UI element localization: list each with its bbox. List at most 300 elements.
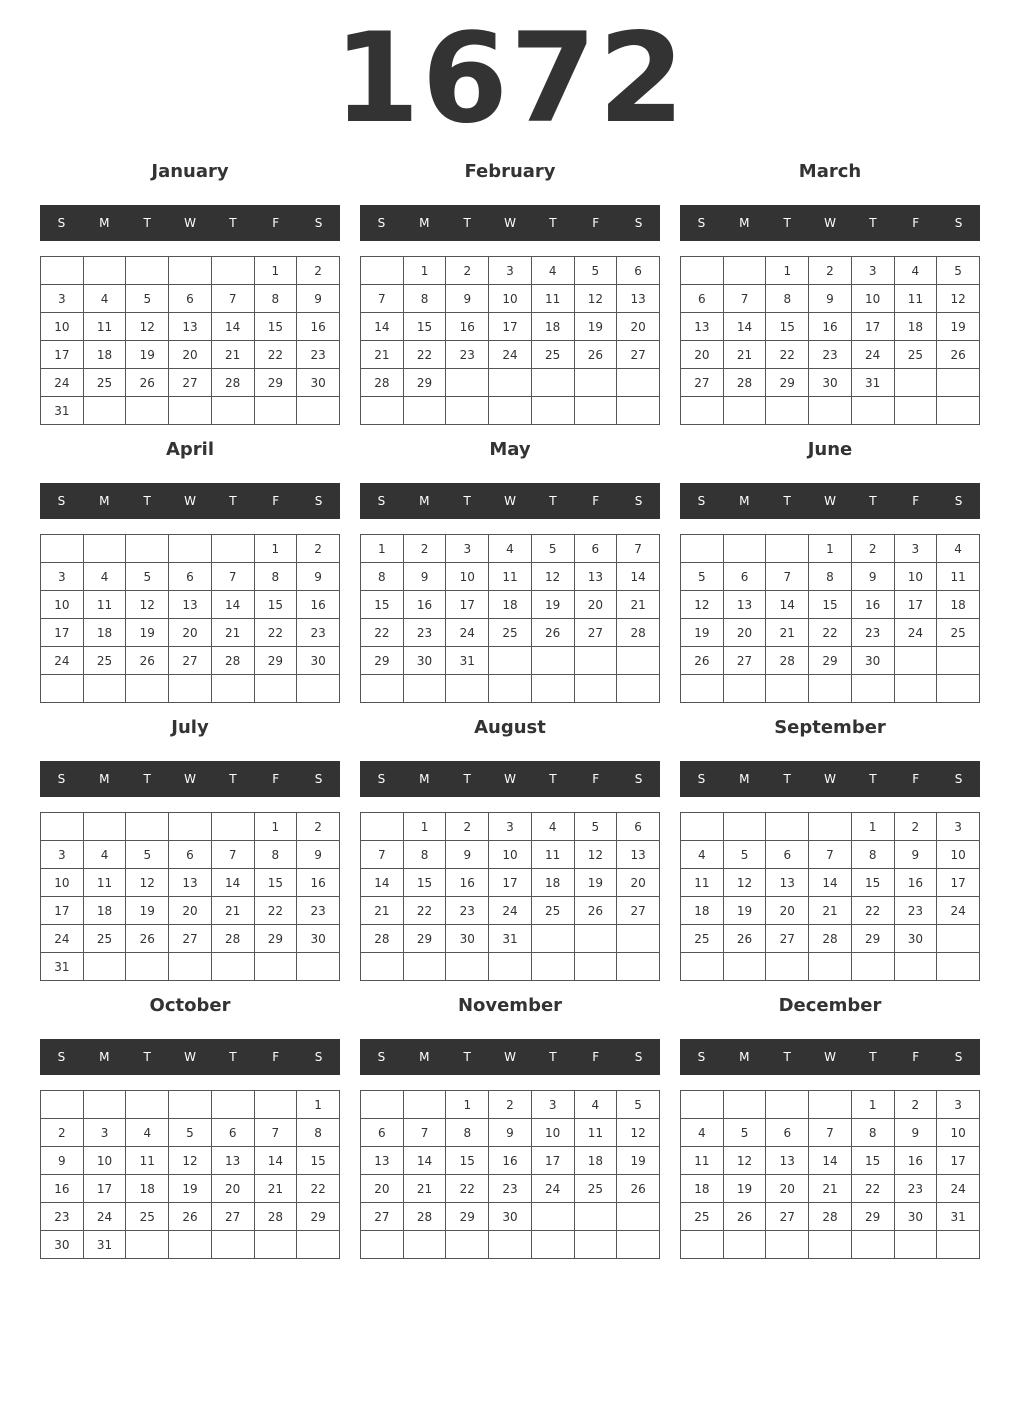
- weekday-header: [40, 761, 340, 797]
- day-cell: 15: [297, 1147, 340, 1175]
- day-cell: 12: [937, 285, 980, 313]
- weekday-label: W: [184, 1050, 196, 1064]
- day-cell: 19: [126, 897, 169, 925]
- day-cell: 21: [254, 1175, 297, 1203]
- day-cell: 26: [617, 1175, 660, 1203]
- month-january: [40, 160, 340, 430]
- week-row: [361, 675, 660, 703]
- day-cell: [617, 953, 660, 981]
- weekday-label: T: [463, 772, 471, 786]
- day-cell: 24: [489, 897, 532, 925]
- week-row: [41, 313, 340, 341]
- day-cell: [83, 675, 126, 703]
- day-grid: [360, 534, 660, 703]
- day-cell: 13: [617, 841, 660, 869]
- day-cell: 8: [254, 285, 297, 313]
- month-name: September: [774, 717, 886, 738]
- week-row: [681, 897, 980, 925]
- day-grid: [680, 1090, 980, 1259]
- weekday-label: T: [229, 216, 237, 230]
- day-cell: [41, 1091, 84, 1119]
- day-cell: 14: [211, 591, 254, 619]
- weekday-label: F: [912, 216, 920, 230]
- day-cell: [446, 953, 489, 981]
- day-cell: [41, 257, 84, 285]
- day-cell: 8: [361, 563, 404, 591]
- weekday-header: [40, 205, 340, 241]
- day-cell: 26: [681, 647, 724, 675]
- day-cell: 10: [83, 1147, 126, 1175]
- day-cell: [254, 1231, 297, 1259]
- day-cell: 13: [211, 1147, 254, 1175]
- day-cell: [531, 397, 574, 425]
- weekday-header: [360, 205, 660, 241]
- day-cell: [809, 675, 852, 703]
- weekday-label: T: [143, 216, 151, 230]
- day-cell: 6: [617, 257, 660, 285]
- day-cell: 25: [126, 1203, 169, 1231]
- day-cell: 23: [894, 1175, 937, 1203]
- weekday-header: [360, 1039, 660, 1075]
- day-cell: 16: [489, 1147, 532, 1175]
- day-cell: [126, 813, 169, 841]
- day-cell: 8: [446, 1119, 489, 1147]
- day-cell: 9: [894, 841, 937, 869]
- day-cell: 5: [574, 813, 617, 841]
- day-cell: [41, 675, 84, 703]
- day-cell: 15: [851, 1147, 894, 1175]
- day-cell: 9: [297, 841, 340, 869]
- day-cell: 5: [169, 1119, 212, 1147]
- day-cell: [894, 397, 937, 425]
- weekday-label: M: [419, 216, 430, 230]
- day-cell: [446, 1231, 489, 1259]
- month-august: [360, 716, 660, 986]
- day-cell: 2: [41, 1119, 84, 1147]
- day-cell: 26: [574, 341, 617, 369]
- day-cell: [531, 1203, 574, 1231]
- day-cell: [489, 397, 532, 425]
- week-row: [41, 257, 340, 285]
- day-cell: 28: [211, 369, 254, 397]
- day-cell: 16: [41, 1175, 84, 1203]
- day-cell: 1: [254, 813, 297, 841]
- day-cell: [361, 1091, 404, 1119]
- day-cell: 9: [41, 1147, 84, 1175]
- week-row: [41, 1231, 340, 1259]
- day-cell: [361, 1231, 404, 1259]
- day-cell: 18: [574, 1147, 617, 1175]
- day-cell: 10: [937, 841, 980, 869]
- day-cell: 14: [361, 869, 404, 897]
- day-cell: [766, 1231, 809, 1259]
- day-cell: 25: [489, 619, 532, 647]
- day-cell: 10: [937, 1119, 980, 1147]
- day-cell: 3: [41, 841, 84, 869]
- week-row: [361, 285, 660, 313]
- day-cell: [574, 675, 617, 703]
- day-cell: 5: [681, 563, 724, 591]
- day-cell: 2: [297, 535, 340, 563]
- day-cell: 16: [297, 591, 340, 619]
- day-grid: [40, 534, 340, 703]
- day-cell: 12: [126, 869, 169, 897]
- month-february: [360, 160, 660, 430]
- month-april: [40, 438, 340, 708]
- day-cell: 11: [937, 563, 980, 591]
- week-row: [681, 563, 980, 591]
- day-cell: 11: [83, 313, 126, 341]
- day-grid: [40, 256, 340, 425]
- week-row: [681, 285, 980, 313]
- weekday-label: T: [549, 494, 557, 508]
- day-cell: 19: [723, 897, 766, 925]
- day-cell: 31: [937, 1203, 980, 1231]
- day-cell: 20: [617, 313, 660, 341]
- day-cell: 13: [574, 563, 617, 591]
- day-cell: 20: [169, 341, 212, 369]
- day-cell: [681, 397, 724, 425]
- day-cell: 17: [851, 313, 894, 341]
- day-cell: 27: [766, 925, 809, 953]
- day-cell: 9: [809, 285, 852, 313]
- day-cell: 4: [894, 257, 937, 285]
- month-name: April: [165, 439, 215, 460]
- day-cell: 12: [574, 841, 617, 869]
- day-cell: 18: [489, 591, 532, 619]
- weekday-label: S: [57, 494, 66, 508]
- day-cell: 26: [126, 369, 169, 397]
- weekday-label: M: [739, 216, 750, 230]
- weekday-label: S: [954, 216, 963, 230]
- day-cell: [617, 647, 660, 675]
- day-cell: 24: [937, 1175, 980, 1203]
- weekday-label: S: [377, 216, 386, 230]
- week-row: [41, 341, 340, 369]
- weekday-label: S: [634, 494, 643, 508]
- day-cell: 18: [937, 591, 980, 619]
- day-cell: [83, 535, 126, 563]
- weekday-label: W: [824, 772, 836, 786]
- week-row: [41, 675, 340, 703]
- day-cell: [403, 1091, 446, 1119]
- day-cell: 18: [894, 313, 937, 341]
- day-cell: 18: [681, 1175, 724, 1203]
- day-cell: 28: [723, 369, 766, 397]
- day-cell: 3: [41, 563, 84, 591]
- day-cell: 13: [617, 285, 660, 313]
- week-row: [681, 925, 980, 953]
- day-cell: 24: [937, 897, 980, 925]
- day-cell: 20: [169, 619, 212, 647]
- day-cell: 30: [851, 647, 894, 675]
- day-cell: 2: [446, 257, 489, 285]
- day-cell: 13: [766, 1147, 809, 1175]
- day-cell: 31: [41, 953, 84, 981]
- weekday-label: F: [912, 1050, 920, 1064]
- weekday-label: T: [143, 494, 151, 508]
- day-cell: 19: [937, 313, 980, 341]
- day-cell: 28: [211, 925, 254, 953]
- day-cell: 26: [574, 897, 617, 925]
- week-row: [361, 1203, 660, 1231]
- week-row: [41, 841, 340, 869]
- day-grid: [680, 812, 980, 981]
- day-cell: 25: [937, 619, 980, 647]
- day-cell: 30: [446, 925, 489, 953]
- month-name: December: [778, 995, 882, 1016]
- day-cell: 14: [723, 313, 766, 341]
- day-cell: 17: [83, 1175, 126, 1203]
- day-cell: [169, 257, 212, 285]
- day-cell: 25: [681, 1203, 724, 1231]
- day-cell: 27: [766, 1203, 809, 1231]
- day-cell: 3: [937, 813, 980, 841]
- week-row: [681, 619, 980, 647]
- day-cell: [531, 953, 574, 981]
- day-cell: 30: [894, 1203, 937, 1231]
- week-row: [681, 1147, 980, 1175]
- day-cell: 2: [297, 813, 340, 841]
- month-name: January: [151, 161, 229, 182]
- day-cell: [894, 953, 937, 981]
- day-cell: [851, 397, 894, 425]
- week-row: [361, 591, 660, 619]
- day-cell: 1: [851, 1091, 894, 1119]
- day-cell: [809, 1231, 852, 1259]
- weekday-header: [680, 1039, 980, 1075]
- day-cell: [809, 813, 852, 841]
- day-cell: 1: [254, 257, 297, 285]
- day-cell: 14: [254, 1147, 297, 1175]
- day-cell: 4: [126, 1119, 169, 1147]
- day-cell: 30: [403, 647, 446, 675]
- week-row: [361, 397, 660, 425]
- day-cell: [489, 953, 532, 981]
- day-cell: 16: [403, 591, 446, 619]
- day-cell: 1: [403, 813, 446, 841]
- day-cell: 26: [169, 1203, 212, 1231]
- day-cell: [574, 1203, 617, 1231]
- week-row: [361, 1091, 660, 1119]
- day-cell: 17: [41, 341, 84, 369]
- day-cell: 15: [403, 313, 446, 341]
- day-cell: 1: [254, 535, 297, 563]
- day-cell: 9: [403, 563, 446, 591]
- day-cell: 25: [894, 341, 937, 369]
- week-row: [681, 1231, 980, 1259]
- day-cell: [723, 953, 766, 981]
- week-row: [681, 1119, 980, 1147]
- day-cell: 17: [446, 591, 489, 619]
- day-cell: 10: [489, 841, 532, 869]
- week-row: [681, 675, 980, 703]
- weekday-label: M: [739, 494, 750, 508]
- weekday-label: S: [377, 772, 386, 786]
- day-cell: 26: [531, 619, 574, 647]
- day-cell: [681, 953, 724, 981]
- week-row: [361, 257, 660, 285]
- day-cell: 12: [617, 1119, 660, 1147]
- day-cell: 4: [83, 841, 126, 869]
- weekday-label: T: [463, 1050, 471, 1064]
- day-cell: 16: [894, 869, 937, 897]
- day-grid: [360, 1090, 660, 1259]
- weekday-label: T: [143, 1050, 151, 1064]
- weekday-label: F: [272, 772, 280, 786]
- day-cell: [489, 369, 532, 397]
- day-cell: 12: [531, 563, 574, 591]
- week-row: [681, 813, 980, 841]
- day-cell: 13: [361, 1147, 404, 1175]
- day-cell: 8: [809, 563, 852, 591]
- day-cell: 14: [361, 313, 404, 341]
- day-cell: 24: [894, 619, 937, 647]
- day-cell: 20: [361, 1175, 404, 1203]
- day-cell: 3: [489, 257, 532, 285]
- day-cell: [723, 675, 766, 703]
- day-cell: 3: [83, 1119, 126, 1147]
- week-row: [681, 1203, 980, 1231]
- day-cell: 24: [41, 925, 84, 953]
- day-cell: 23: [809, 341, 852, 369]
- day-cell: 25: [574, 1175, 617, 1203]
- day-cell: 11: [574, 1119, 617, 1147]
- day-cell: 22: [254, 897, 297, 925]
- week-row: [41, 1175, 340, 1203]
- weekday-label: S: [57, 772, 66, 786]
- day-cell: 19: [574, 313, 617, 341]
- weekday-label: S: [314, 494, 323, 508]
- day-cell: [617, 675, 660, 703]
- day-cell: 19: [126, 341, 169, 369]
- week-row: [681, 257, 980, 285]
- day-cell: 9: [894, 1119, 937, 1147]
- month-name: November: [457, 995, 563, 1016]
- day-cell: [489, 675, 532, 703]
- day-cell: 22: [403, 341, 446, 369]
- day-cell: 30: [894, 925, 937, 953]
- day-cell: [403, 397, 446, 425]
- day-cell: 10: [489, 285, 532, 313]
- day-cell: 23: [446, 897, 489, 925]
- day-cell: 30: [297, 647, 340, 675]
- day-cell: [361, 397, 404, 425]
- day-cell: 18: [83, 897, 126, 925]
- day-cell: 11: [681, 1147, 724, 1175]
- day-cell: 13: [169, 313, 212, 341]
- weekday-label: F: [912, 772, 920, 786]
- day-cell: 19: [574, 869, 617, 897]
- day-cell: [723, 535, 766, 563]
- day-cell: 26: [723, 925, 766, 953]
- day-cell: 5: [723, 1119, 766, 1147]
- day-cell: [937, 953, 980, 981]
- day-cell: [169, 813, 212, 841]
- week-row: [41, 369, 340, 397]
- day-cell: [83, 1091, 126, 1119]
- day-cell: [851, 953, 894, 981]
- day-cell: [766, 953, 809, 981]
- week-row: [361, 619, 660, 647]
- weekday-label: S: [697, 772, 706, 786]
- day-cell: 10: [851, 285, 894, 313]
- weekday-label: T: [783, 494, 791, 508]
- day-cell: 8: [297, 1119, 340, 1147]
- day-cell: 21: [403, 1175, 446, 1203]
- day-cell: 23: [297, 897, 340, 925]
- weekday-label: T: [869, 494, 877, 508]
- day-cell: 17: [41, 897, 84, 925]
- day-cell: 10: [41, 313, 84, 341]
- day-cell: 21: [617, 591, 660, 619]
- day-cell: 11: [531, 285, 574, 313]
- day-cell: 8: [403, 841, 446, 869]
- weekday-label: T: [229, 1050, 237, 1064]
- weekday-label: S: [954, 494, 963, 508]
- day-cell: 25: [83, 369, 126, 397]
- month-march: [680, 160, 980, 430]
- weekday-header: [680, 205, 980, 241]
- day-cell: 30: [297, 369, 340, 397]
- day-cell: 29: [766, 369, 809, 397]
- day-cell: [211, 813, 254, 841]
- day-cell: 4: [574, 1091, 617, 1119]
- day-cell: 31: [851, 369, 894, 397]
- year-title: 1672: [333, 7, 687, 151]
- weekday-label: F: [272, 216, 280, 230]
- weekday-label: S: [954, 1050, 963, 1064]
- day-cell: [681, 813, 724, 841]
- day-cell: [403, 675, 446, 703]
- day-cell: 13: [766, 869, 809, 897]
- week-row: [361, 869, 660, 897]
- month-name: May: [489, 439, 531, 460]
- week-row: [361, 1147, 660, 1175]
- week-row: [41, 619, 340, 647]
- day-cell: 20: [617, 869, 660, 897]
- day-cell: 8: [851, 841, 894, 869]
- weekday-label: T: [229, 772, 237, 786]
- month-name: March: [798, 161, 862, 182]
- day-cell: 24: [531, 1175, 574, 1203]
- day-cell: [169, 1231, 212, 1259]
- day-cell: [254, 397, 297, 425]
- weekday-label: S: [954, 772, 963, 786]
- month-july: [40, 716, 340, 986]
- day-cell: [574, 1231, 617, 1259]
- day-cell: 12: [126, 313, 169, 341]
- weekday-label: S: [377, 494, 386, 508]
- day-cell: 4: [489, 535, 532, 563]
- day-cell: 13: [169, 591, 212, 619]
- day-cell: 4: [83, 285, 126, 313]
- week-row: [681, 953, 980, 981]
- day-cell: 6: [617, 813, 660, 841]
- day-cell: 28: [211, 647, 254, 675]
- day-cell: 29: [403, 925, 446, 953]
- week-row: [361, 1175, 660, 1203]
- weekday-label: F: [912, 494, 920, 508]
- day-cell: [211, 1091, 254, 1119]
- day-cell: 10: [446, 563, 489, 591]
- day-cell: [766, 813, 809, 841]
- day-cell: 26: [126, 647, 169, 675]
- day-cell: 27: [361, 1203, 404, 1231]
- day-cell: [489, 647, 532, 675]
- day-cell: 3: [489, 813, 532, 841]
- week-row: [681, 591, 980, 619]
